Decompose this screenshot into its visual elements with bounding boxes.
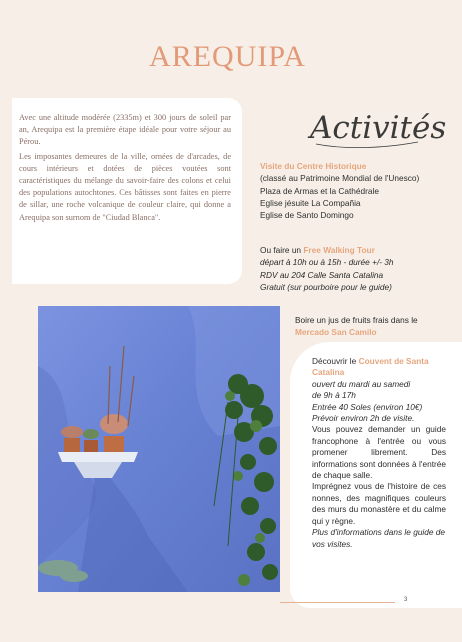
visit-line: Eglise de Santo Domingo (260, 210, 354, 221)
intro-text (19, 112, 231, 224)
activities-heading-text: Activités (310, 110, 447, 146)
visit-line: Eglise jésuite La Compañia (260, 197, 361, 208)
walking-tour-section (260, 244, 450, 293)
walking-line: Gratuit (sur pourboire pour le guide) (260, 281, 392, 292)
convent-body-1: Vous pouvez demander un guide francophone à l'entrée ou vous promener librement. Des informations sont données à l'entrée de chaque salle. (312, 424, 446, 481)
intro-paragraph-1: Avec une altitude modérée (2335m) et 300 jours de soleil par an, Arequipa est la première étape idéale pour votre séjour au Pérou. (19, 113, 231, 147)
convent-info-line: de 9h à 17h (312, 390, 356, 401)
photo-illustration (38, 306, 280, 592)
juice-text: Boire un jus de fruits frais dans le (295, 315, 418, 325)
walking-tour-name: Free Walking Tour (303, 245, 375, 255)
walking-prefix: Ou faire un (260, 245, 304, 255)
visit-line: Plaza de Armas et la Cathédrale (260, 185, 379, 196)
convent-note: Plus d'informations dans le guide de vos visites. (312, 527, 446, 549)
visit-section (260, 160, 450, 221)
visit-line: (classé au Patrimoine Mondial de l'Unesco) (260, 173, 420, 184)
page-title: AREQUIPA (149, 40, 306, 73)
walking-line: RDV au 204 Calle Santa Catalina (260, 269, 384, 280)
convent-body-2: Imprégnez vous de l'histoire de ces nonnes, des magnifiques couleurs des murs du monastère et du calme qui y règne. (312, 481, 446, 526)
juice-section (295, 314, 445, 339)
page-number: 3 (404, 597, 408, 603)
convent-info-line: Entrée 40 Soles (environ 10€) (312, 401, 423, 412)
convent-heading (312, 356, 446, 379)
visit-heading: Visite du Centre Historique (260, 161, 367, 171)
convent-section (312, 356, 446, 550)
convent-name: Couvent de Santa Catalina (312, 356, 429, 378)
market-name: Mercado San Camilo (295, 327, 377, 338)
intro-paragraph-2: Les imposantes demeures de la ville, ornées de d'arcades, de cours intérieurs et dotées de pièces voutées sont caractéristiques du mélange du savoir-faire des colons et celui des populations autochtones. Ces bâtisses sont faites en pierre de sillar, une roche volcanique de couleur claire, qui donne a Arequipa son surnom de "Ciudad Blanca". (19, 151, 231, 222)
convent-info-line: ouvert du mardi au samedi (312, 378, 411, 389)
footer-divider (280, 602, 395, 603)
walking-line: départ à 10h ou à 15h - durée +/- 3h (260, 257, 394, 268)
convent-prefix: Découvrir le (312, 356, 359, 366)
convent-info-line: Prévoir environ 2h de visite. (312, 413, 415, 424)
walking-heading (260, 244, 450, 256)
activities-heading (306, 104, 447, 154)
blue-wall-photo (38, 306, 280, 592)
